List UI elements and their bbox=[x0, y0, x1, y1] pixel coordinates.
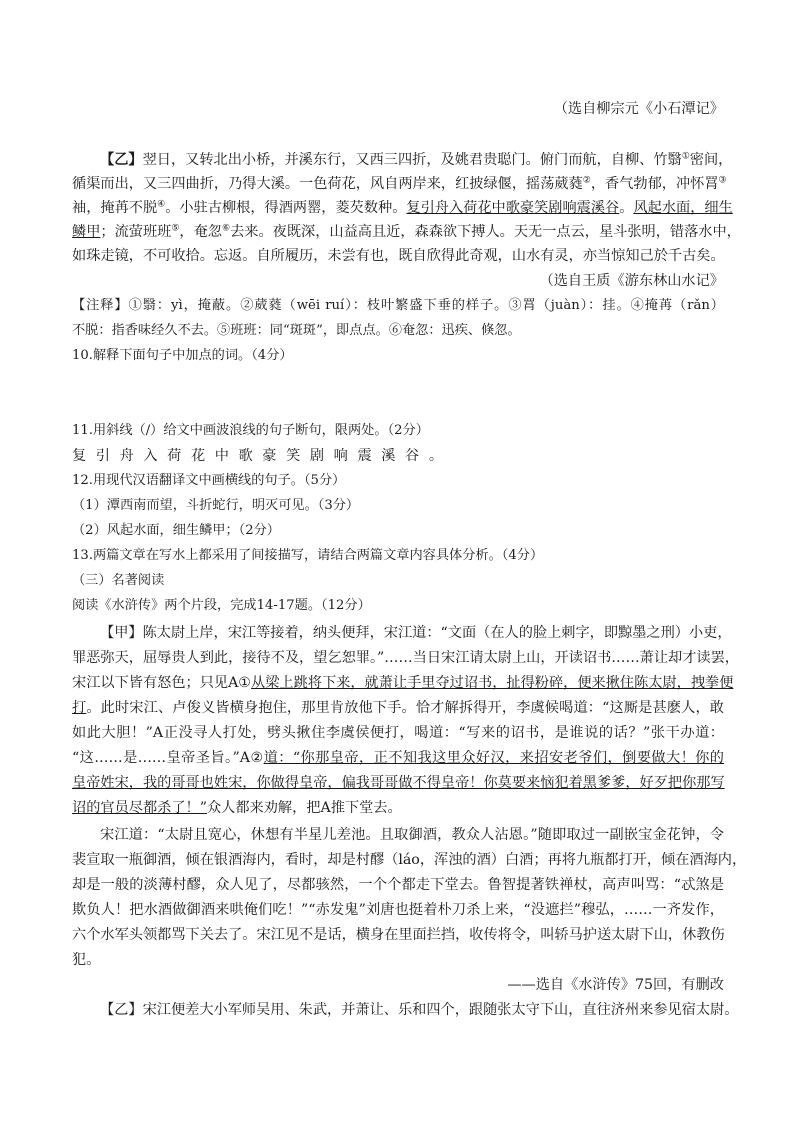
passage-jia-line-13: 六个水军头领都骂下关去了。宋江见不是话，横身在里面拦挡，收传将令，叫轿马护送太尉下山，休教伤 bbox=[72, 927, 725, 943]
passage-yi-tag: 【乙】 bbox=[100, 152, 143, 168]
section-3-heading: （三）名著阅读 bbox=[72, 573, 165, 588]
question-11-sentence: 复引舟入荷花中歌豪笑剧响震溪谷。 bbox=[72, 448, 453, 464]
jia-underline-2: 道：“你那皇帝，正不知我这里众好汉，来招安老爷们，倒要做大！你的 bbox=[263, 750, 724, 766]
passage-yi-line-3: 袖，掩苒不脱④。小驻古柳根，得酒两罂，菱芡数种。复引舟入荷花中歌豪笑剧响震溪谷。风起水面，细生 bbox=[72, 199, 733, 216]
passage-jia-line-2: 罪恶弥天，屈辱贵人到此，接待不及，望乞恕罪。”……当日宋江请太尉上山，开读诏书……萧让却才读罢， bbox=[72, 650, 739, 666]
question-12-item-1: （1）潭西南而望，斗折蛇行，明灭可见。（3分） bbox=[72, 498, 360, 513]
annotation-line-1: 【注释】①翳：yì，掩蔽。②葳蕤（wēi ruí）：枝叶繁盛下垂的样子。③罥（juàn）：挂。④掩苒（rǎn） bbox=[72, 298, 724, 313]
passage-jia-line-4: 打。此时宋江、卢俊义皆横身抱住，那里肯放他下手。恰才解拆得开，李虞候喝道：“这厮是甚麽人，敢 bbox=[72, 700, 724, 716]
passage-yi2-line-1: 【乙】宋江便差大小军师吴用、朱武，并萧让、乐和四个，跟随张太守下山，直往济州来参见宿太尉。 bbox=[100, 1002, 739, 1018]
passage-yi-line-5: 如珠走镜，不可收拾。忘返。自所履历，未尝有也，既自欣得此奇观，山水有灵，亦当惊知己於千古矣。 bbox=[72, 248, 725, 264]
question-10: 10.解释下面句子中加点的词。（4分） bbox=[72, 348, 293, 363]
passage-jia-line-6: “这……是……皇帝圣旨。”A②道：“你那皇帝，正不知我这里众好汉，来招安老爷们，倒要做大！你的 bbox=[72, 750, 724, 766]
annotation-line-2: 不脱：指香味经久不去。⑤班班：同“斑斑”，即点点。⑥奄忽：迅疾、倏忽。 bbox=[72, 323, 521, 338]
wavy-line-sentence: 复引舟入荷花中歌豪笑剧响震溪谷 bbox=[406, 200, 620, 216]
passage-yi-line-2: 循渠而出，又三四曲折，乃得大溪。一色荷花，风自两岸来，红披绿偃，摇荡葳蕤②，香气勃郁，冲怀罥③ bbox=[72, 175, 727, 192]
jia-underline-1: 从梁上跳将下来，就萧让手里夺过诏书，扯得粉碎，便来揪住陈太尉，拽拳便 bbox=[251, 675, 734, 691]
passage-jia-line-5: 如此大胆！”A正没寻人打处，劈头揪住李虞侯便打，喝道：“写来的诏书，是谁说的话？”张干办道： bbox=[72, 725, 724, 741]
passage-yi-line-1: 【乙】翌日，又转北出小桥，并溪东行，又西三四折，及姚君贵聪门。俯门而航，自柳、竹翳①密间， bbox=[100, 151, 733, 168]
source-xiaoshitan: （选自柳宗元《小石潭记》 bbox=[553, 101, 724, 117]
passage-jia-line-7: 皇帝姓宋，我的哥哥也姓宋，你做得皇帝，偏我哥哥做不得皇帝！你莫要来恼犯着黑爹爹，好歹把你那写 bbox=[72, 775, 725, 791]
passage-yi-line-4: 鳞甲；流萤班班⑤，奄忽⑥去来。夜既深，山益高且近，森森欲下搏人。天无一点云，星斗张明，错落水中， bbox=[72, 223, 741, 240]
underlined-sentence-part1: 风起水面，细生 bbox=[633, 200, 733, 216]
section-3-intro: 阅读《水浒传》两个片段，完成14-17题。（12分） bbox=[72, 598, 371, 613]
question-12-item-2: （2）风起水面，细生鳞甲；（2分） bbox=[72, 523, 280, 538]
question-13: 13.两篇文章在写水上都采用了间接描写，请结合两篇文章内容具体分析。（4分） bbox=[72, 548, 544, 563]
passage-jia-line-14: 犯。 bbox=[72, 952, 101, 968]
passage-jia-line-10: 裴宣取一瓶御酒，倾在银酒海内，看时，却是村醪（láo，浑浊的酒）白酒；再将九瓶都打开，倾在酒海内， bbox=[72, 852, 747, 868]
source-youdonglin: （选自王质《游东林山水记》 bbox=[539, 273, 724, 289]
question-12: 12.用现代汉语翻译文中画横线的句子。（5分） bbox=[72, 473, 346, 488]
passage-jia-line-12: 欺负人！把水酒做御酒来哄俺们吃！”“赤发鬼”刘唐也挺着朴刀杀上来，“没遮拦”穆弘，……一齐发作， bbox=[72, 902, 724, 918]
passage-jia-line-9: 宋江道：“太尉且宽心，休想有半星儿差池。且取御酒，教众人沾恩。”随即取过一副嵌宝金花钟，令 bbox=[100, 827, 724, 843]
passage-jia-line-11: 却是一般的淡薄村醪，众人见了，尽都骇然，一个个都走下堂去。鲁智提著铁禅杖，高声叫骂：“忒煞是 bbox=[72, 877, 724, 893]
passage-jia-line-8: 诏的官员尽都杀了！”众人都来劝解，把A推下堂去。 bbox=[72, 800, 402, 816]
passage-jia-line-1: 【甲】陈太尉上岸，宋江等接着，纳头便拜，宋江道：“文面（在人的脸上刺字，即黥墨之刑）小吏， bbox=[100, 625, 732, 641]
source-shuihu: ——选自《水浒传》75回，有删改 bbox=[507, 977, 724, 993]
question-11: 11.用斜线（/）给文中画波浪线的句子断句，限两处。（2分） bbox=[72, 423, 429, 438]
passage-jia-line-3: 宋江以下皆有怒色；只见A①从梁上跳将下来，就萧让手里夺过诏书，扯得粉碎，便来揪住陈太尉，拽拳便 bbox=[72, 675, 734, 691]
underlined-sentence-part2: 鳞甲 bbox=[72, 224, 101, 240]
